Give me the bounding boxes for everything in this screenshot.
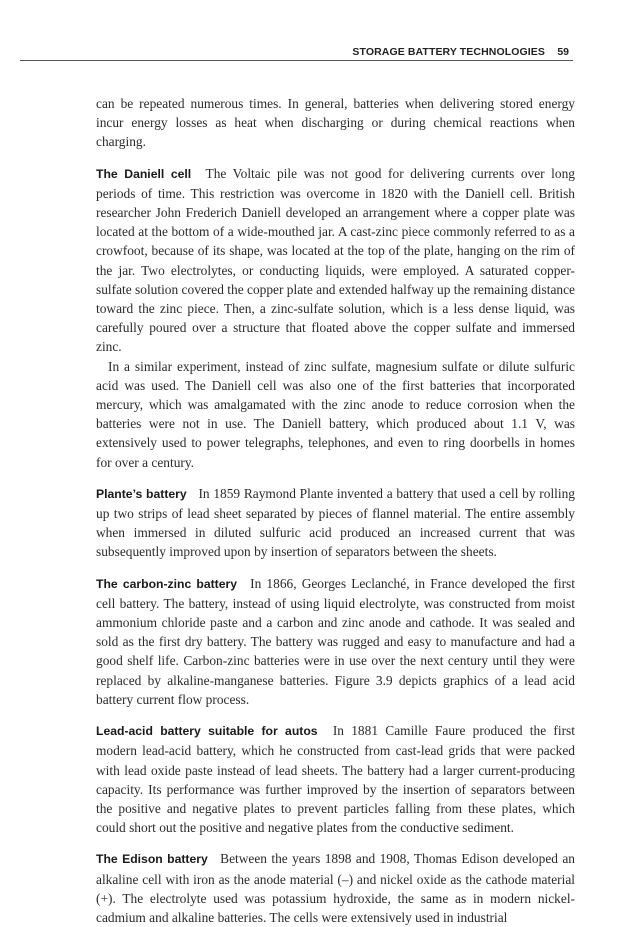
paragraph-text: In 1866, Georges Leclanché, in France developed the first cell battery. The battery, instead of using liquid electrolyte, was constructed from moist ammonium chloride paste and a carbon and zinc anode and cathode. It was sealed and sold as the first dry battery. The battery was rugged and easy to manufacture and had a good shelf life. Carbon-zinc batteries were in use over the next century until they were replaced by alkaline-manganese batteries. Figure 3.9 depicts graphics of a lead acid battery current flow process. bbox=[96, 575, 575, 707]
paragraph-text: Between the years 1898 and 1908, Thomas Edison developed an alkaline cell with iron as the anode material (–) and nickel oxide as the cathode material (+). The electrolyte used was potassium hydroxide, the same as in modern nickel-cadmium and alkaline batteries. The cells were extensively used in industrial bbox=[96, 851, 575, 925]
section-heading-daniell-cell: The Daniell cell bbox=[96, 166, 192, 181]
section-heading-carbon-zinc-battery: The carbon-zinc battery bbox=[96, 576, 238, 591]
paragraph-text: In 1859 Raymond Plante invented a battery that used a cell by rolling up two strips of lead sheet separated by pieces of flannel material. The entire assembly when immersed in diluted sulfuric acid produced an increased current that was subsequently improved upon by insertion of separators between the sheets. bbox=[96, 485, 575, 560]
running-header bbox=[0, 38, 621, 62]
paragraph-continuation bbox=[96, 94, 575, 152]
section-heading-edison-battery: The Edison battery bbox=[96, 852, 208, 867]
paragraph-text: can be repeated numerous times. In general, batteries when delivering stored energy incur energy losses as heat when discharging or during chemical reactions when charging. bbox=[96, 96, 575, 150]
page-number: 59 bbox=[557, 46, 569, 58]
paragraph-daniell-continued bbox=[96, 357, 575, 472]
section-heading-lead-acid-battery: Lead-acid battery suitable for autos bbox=[96, 724, 318, 739]
paragraph-edison-battery bbox=[96, 849, 575, 927]
header-rule bbox=[20, 60, 573, 61]
section-heading-plante-battery: Plante’s battery bbox=[96, 486, 187, 501]
paragraph-daniell-cell bbox=[96, 164, 575, 357]
paragraph-text: The Voltaic pile was not good for delivering currents over long periods of time. This restriction was overcome in 1820 with the Daniell cell. British researcher John Frederich Daniell developed an arrangement where a copper plate was located at the bottom of a wide-mouthed jar. A cast-zinc piece commonly referred to as a crowfoot, because of its shape, was located at the top of the plate, hanging on the rim of the jar. Two electrolytes, or conducting liquids, were employed. A saturated copper-sulfate solution covered the copper plate and extended halfway up the remaining distance toward the zinc piece. Then, a zinc-sulfate solution, which is a less dense liquid, was carefully poured over a structure that floated above the copper sulfate and immersed zinc. bbox=[96, 165, 575, 355]
paragraph-plante-battery bbox=[96, 484, 575, 562]
paragraph-lead-acid-battery bbox=[96, 721, 575, 837]
paragraph-text: In 1881 Camille Faure produced the first modern lead-acid battery, which he constructed from cast-lead grids that were packed with lead oxide paste instead of lead sheets. The battery had a larger current-producing capacity. Its performance was further improved by the insertion of separators between the positive and negative plates to prevent particles falling from these plates, which could short out the positive and negative plates from the conductive sediment. bbox=[96, 723, 575, 836]
running-header-title: STORAGE BATTERY TECHNOLOGIES bbox=[352, 46, 545, 58]
paragraph-text: In a similar experiment, instead of zinc sulfate, magnesium sulfate or dilute sulfuric acid was used. The Daniell cell was also one of the first batteries that incorporated mercury, which was amalgamated with the zinc anode to reduce corrosion when the batteries were not in use. The Daniell battery, which produced about 1.1 V, was extensively used to power telegraphs, telephones, and even to ring doorbells in homes for over a century. bbox=[96, 358, 575, 470]
body-text bbox=[96, 94, 575, 927]
paragraph-carbon-zinc-battery bbox=[96, 574, 575, 709]
